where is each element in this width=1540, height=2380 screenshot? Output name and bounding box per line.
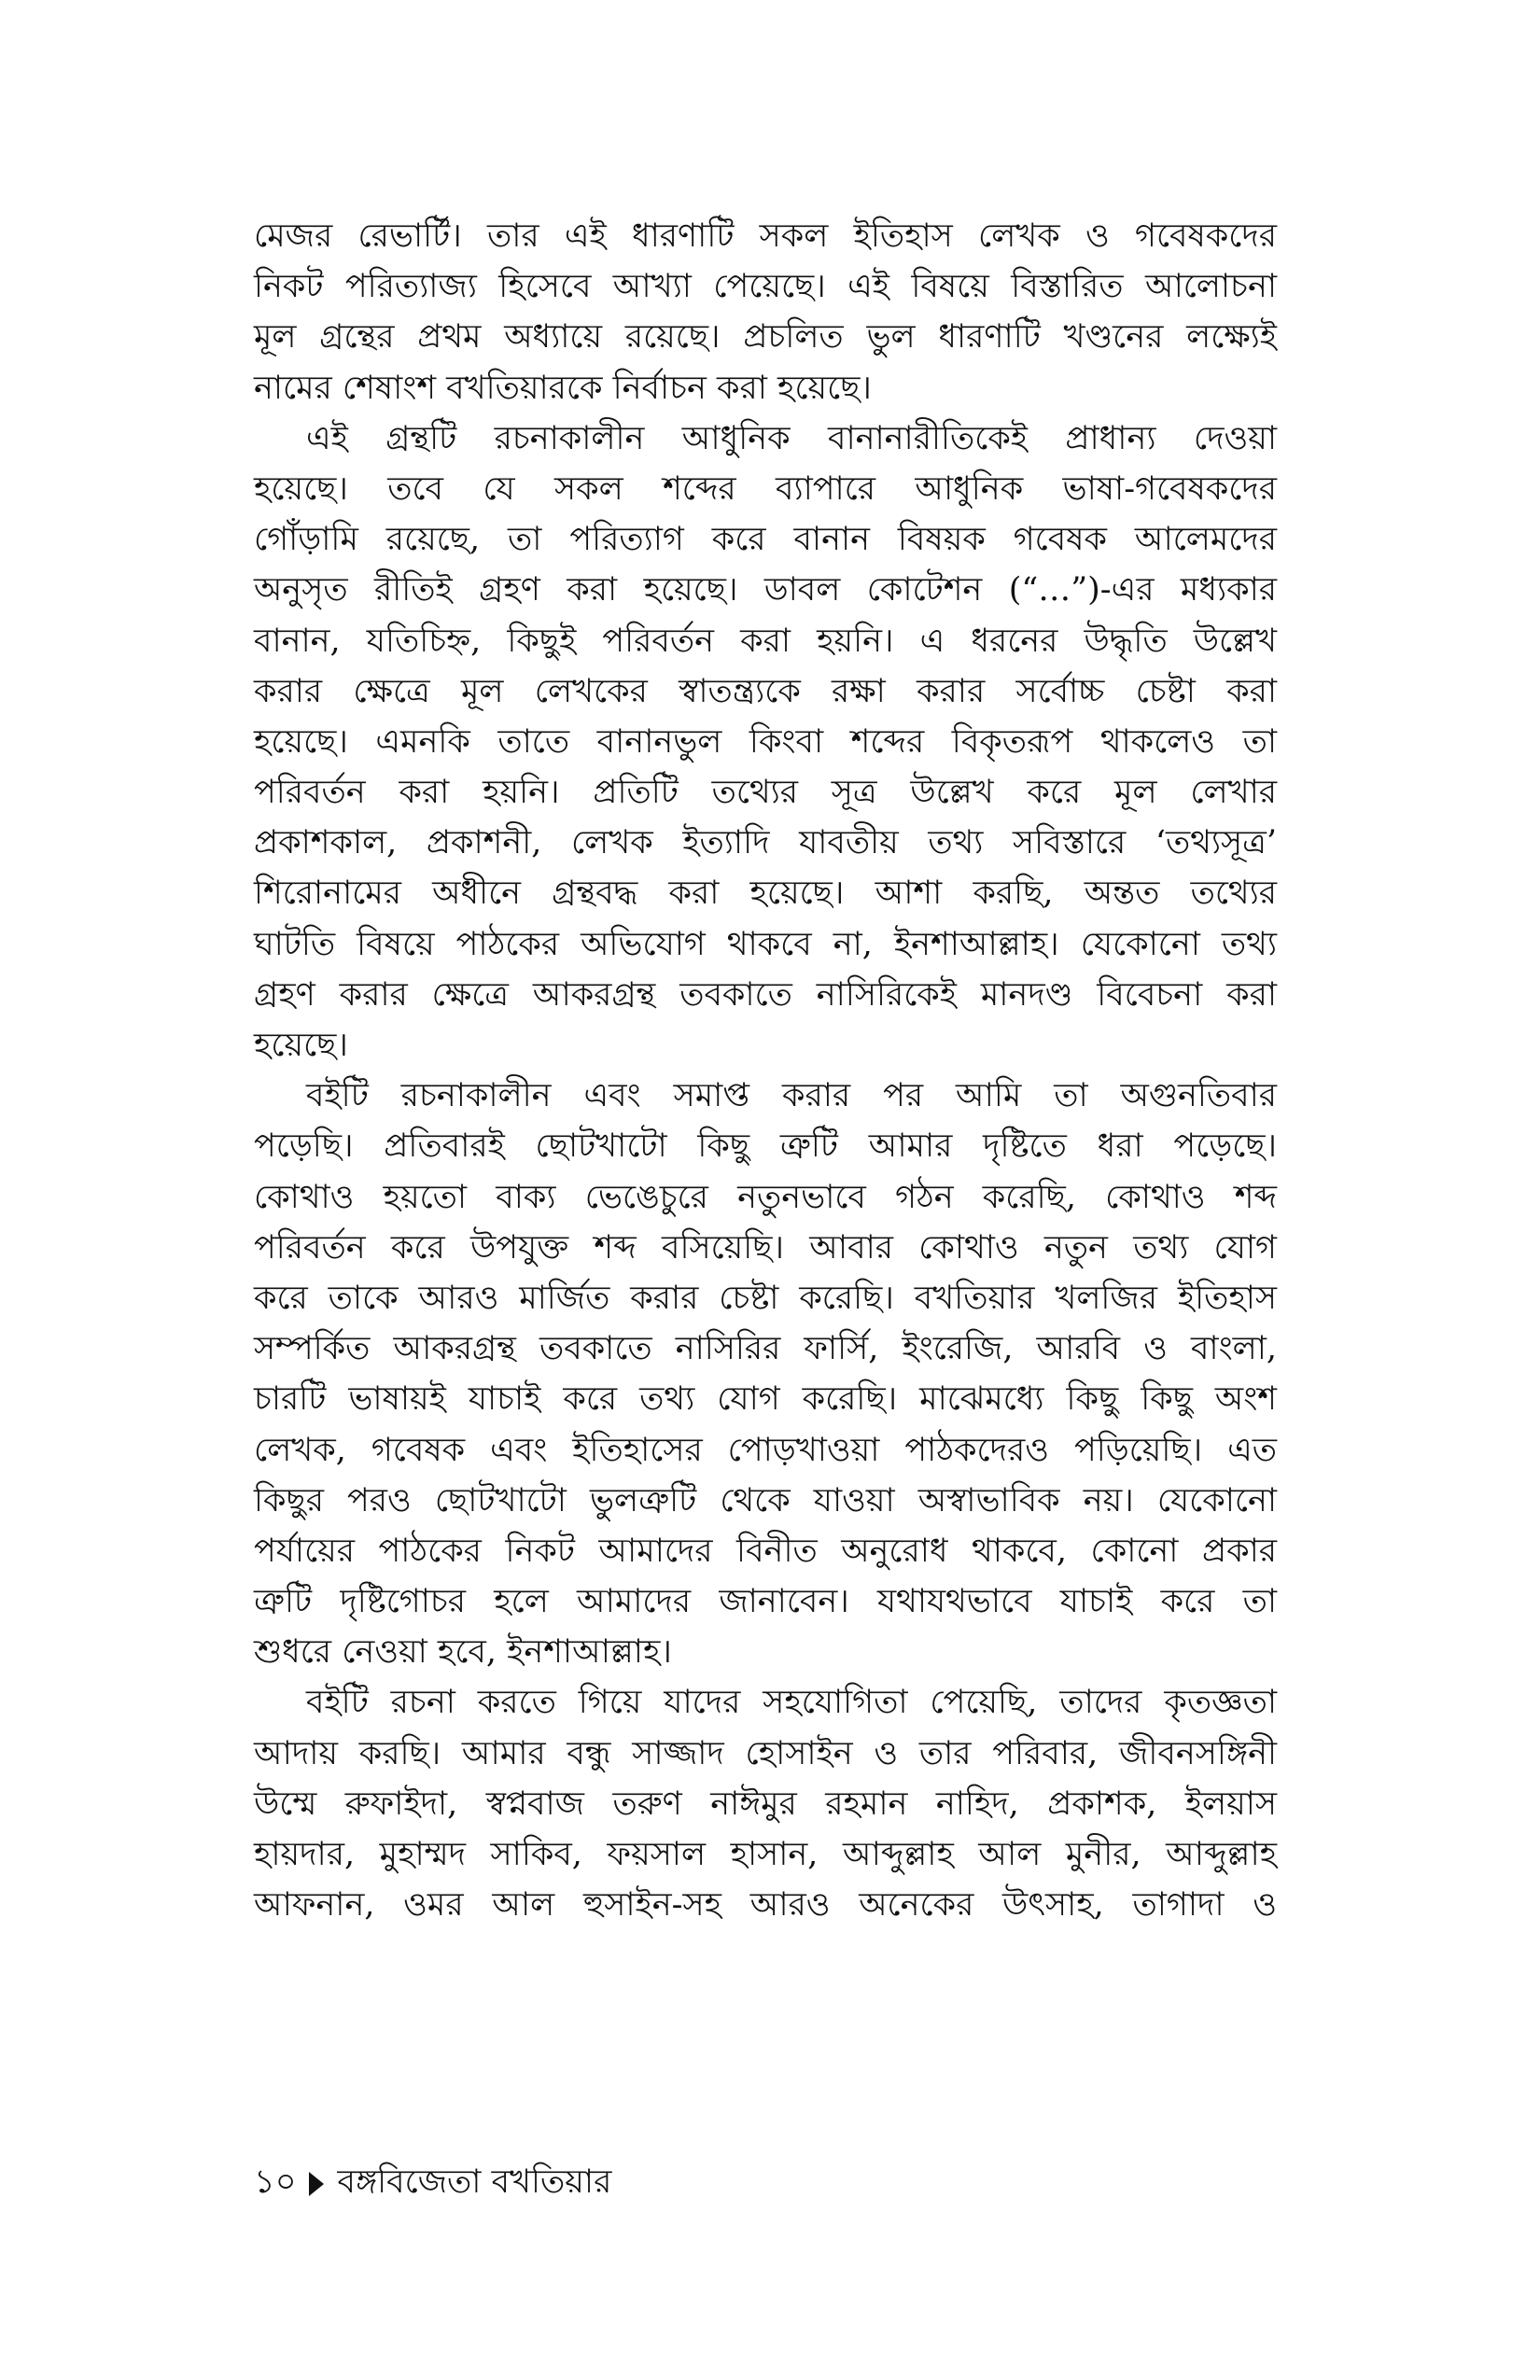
paragraph xyxy=(254,1071,1277,1677)
text-line: করে তাকে আরও মার্জিত করার চেষ্টা করেছি। বখতিয়ার খলজির ইতিহাস xyxy=(254,1279,1277,1317)
text-line: বানান, যতিচিহ্ন, কিছুই পরিবর্তন করা হয়নি। এ ধরনের উদ্ধৃতি উল্লেখ xyxy=(254,622,1277,660)
text-line: গোঁড়ামি রয়েছে, তা পরিত্যাগ করে বানান বিষয়ক গবেষক আলেমদের xyxy=(254,521,1277,559)
text-line: শিরোনামের অধীনে গ্রন্থবদ্ধ করা হয়েছে। আশা করছি, অন্তত তথ্যের xyxy=(254,875,1277,913)
text-line: কোথাও হয়তো বাক্য ভেঙেচুরে নতুনভাবে গঠন করেছি, কোথাও শব্দ xyxy=(254,1178,1277,1216)
text-line: হয়েছে। তবে যে সকল শব্দের ব্যাপারে আধুনিক ভাষা-গবেষকদের xyxy=(254,469,1277,508)
running-title: বঙ্গবিজেতা বখতিয়ার xyxy=(337,2163,612,2201)
page-number: ১০ xyxy=(254,2163,297,2201)
page-footer xyxy=(254,2156,611,2211)
text-line: উম্মে রুফাইদা, স্বপ্নবাজ তরুণ নাঈমুর রহমান নাহিদ, প্রকাশক, ইলয়াস xyxy=(254,1785,1277,1823)
text-line: নিকট পরিত্যাজ্য হিসেবে আখ্যা পেয়েছে। এই বিষয়ে বিস্তারিত আলোচনা xyxy=(254,268,1277,306)
text-line: ত্রুটি দৃষ্টিগোচর হলে আমাদের জানাবেন। যথাযথভাবে যাচাই করে তা xyxy=(254,1583,1277,1621)
text-line: আদায় করছি। আমার বন্ধু সাজ্জাদ হোসাইন ও তার পরিবার, জীবনসঙ্গিনী xyxy=(254,1734,1277,1772)
text-line: পর্যায়ের পাঠকের নিকট আমাদের বিনীত অনুরোধ থাকবে, কোনো প্রকার xyxy=(254,1532,1277,1570)
text-line: ঘাটতি বিষয়ে পাঠকের অভিযোগ থাকবে না, ইনশাআল্লাহ। যেকোনো তথ্য xyxy=(254,925,1277,963)
text-line: কিছুর পরও ছোটখাটো ভুলত্রুটি থেকে যাওয়া অস্বাভাবিক নয়। যেকোনো xyxy=(254,1481,1277,1519)
triangle-right-icon xyxy=(309,2172,324,2196)
text-line: পড়েছি। প্রতিবারই ছোটখাটো কিছু ত্রুটি আমার দৃষ্টিতে ধরা পড়েছে। xyxy=(254,1127,1277,1166)
text-line: গ্রহণ করার ক্ষেত্রে আকরগ্রন্থ তবকাতে নাসিরিকেই মানদণ্ড বিবেচনা করা xyxy=(254,975,1277,1014)
paragraph xyxy=(254,211,1277,413)
text-line: সম্পর্কিত আকরগ্রন্থ তবকাতে নাসিরির ফার্সি, ইংরেজি, আরবি ও বাংলা, xyxy=(254,1330,1277,1368)
text-line: মূল গ্রন্থের প্রথম অধ্যায়ে রয়েছে। প্রচলিত ভুল ধারণাটি খণ্ডনের লক্ষ্যেই xyxy=(254,318,1277,357)
paragraph xyxy=(254,413,1277,1071)
text-line: পরিবর্তন করা হয়নি। প্রতিটি তথ্যের সূত্র উল্লেখ করে মূল লেখার xyxy=(254,774,1277,812)
paragraph xyxy=(254,1677,1277,1930)
text-line: এই গ্রন্থটি রচনাকালীন আধুনিক বানানারীতিকেই প্রাধান্য দেওয়া xyxy=(306,419,1277,457)
text-line: লেখক, গবেষক এবং ইতিহাসের পোড়খাওয়া পাঠকদেরও পড়িয়েছি। এত xyxy=(254,1431,1277,1469)
text-line: করার ক্ষেত্রে মূল লেখকের স্বাতন্ত্র্যকে রক্ষা করার সর্বোচ্চ চেষ্টা করা xyxy=(254,672,1277,710)
text-line: বইটি রচনা করতে গিয়ে যাদের সহযোগিতা পেয়েছি, তাদের কৃতজ্ঞতা xyxy=(306,1684,1277,1722)
text-line: হায়দার, মুহাম্মদ সাকিব, ফয়সাল হাসান, আব্দুল্লাহ আল মুনীর, আব্দুল্লাহ xyxy=(254,1836,1277,1873)
text-line: বইটি রচনাকালীন এবং সমাপ্ত করার পর আমি তা অগুনতিবার xyxy=(306,1077,1277,1115)
text-line: আফনান, ওমর আল হুসাইন-সহ আরও অনেকের উৎসাহ, তাগাদা ও xyxy=(254,1886,1277,1925)
text-line: অনুসৃত রীতিই গ্রহণ করা হয়েছে। ডাবল কোটেশন (“…”)-এর মধ্যকার xyxy=(254,571,1277,609)
text-line: হয়েছে। এমনকি তাতে বানানভুল কিংবা শব্দের বিকৃতরূপ থাকলেও তা xyxy=(254,722,1277,761)
text-line: পরিবর্তন করে উপযুক্ত শব্দ বসিয়েছি। আবার কোথাও নতুন তথ্য যোগ xyxy=(254,1228,1277,1267)
text-line: চারটি ভাষায়ই যাচাই করে তথ্য যোগ করেছি। মাঝেমধ্যে কিছু কিছু অংশ xyxy=(254,1380,1277,1419)
text-line: শুধরে নেওয়া হবে, ইনশাআল্লাহ। xyxy=(254,1633,672,1672)
text-line: নামের শেষাংশ বখতিয়ারকে নির্বাচন করা হয়েছে। xyxy=(254,369,872,407)
text-line: প্রকাশকাল, প্রকাশনী, লেখক ইত্যাদি যাবতীয় তথ্য সবিস্তারে ‘তথ্যসূত্র’ xyxy=(254,824,1277,862)
page-body-text xyxy=(254,211,1277,1930)
text-line: মেজর রেভার্টি। তার এই ধারণাটি সকল ইতিহাস লেখক ও গবেষকদের xyxy=(254,217,1277,255)
text-line: হয়েছে। xyxy=(254,1027,348,1064)
